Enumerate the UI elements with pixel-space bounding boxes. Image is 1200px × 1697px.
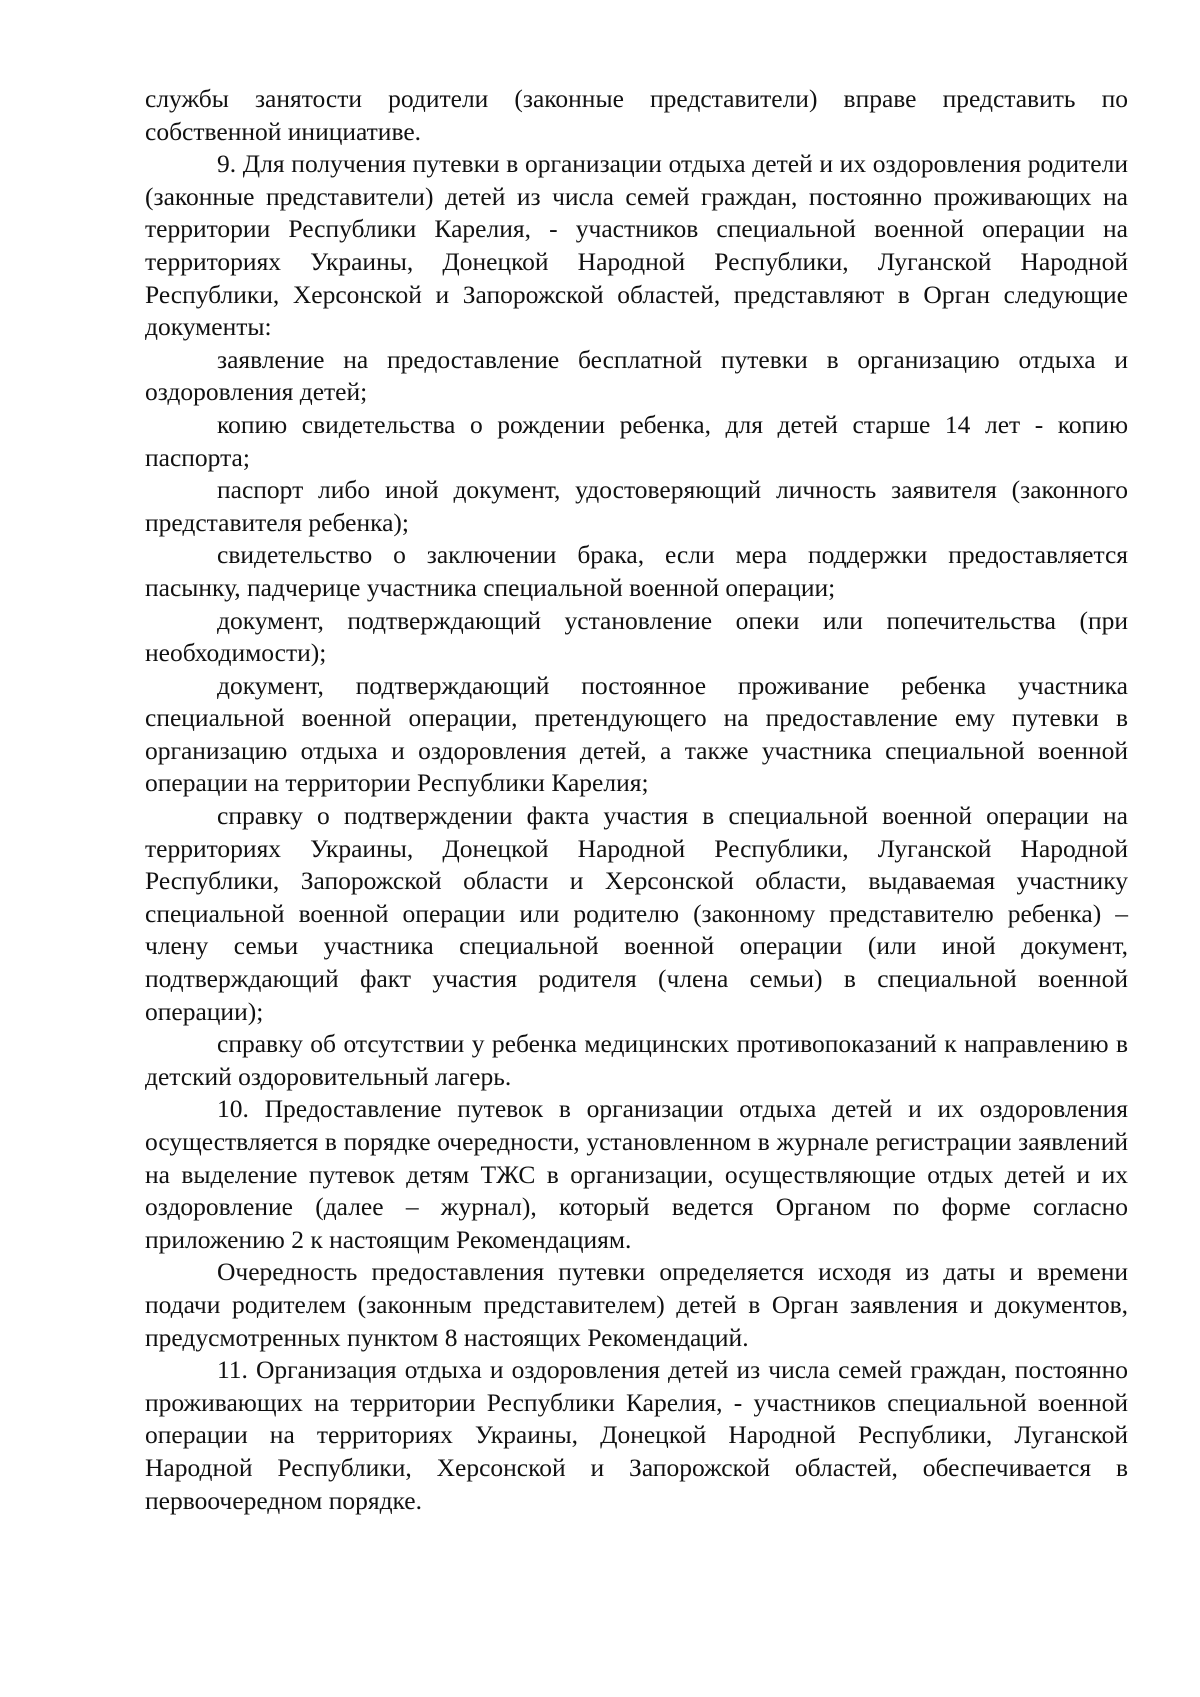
paragraph-doc-guardianship: документ, подтверждающий установление опеки или попечительства (при необходимости); (145, 605, 1128, 668)
paragraph-item-9: 9. Для получения путевки в организации отдыха детей и их оздоровления родители (законные представители) детей из числа семей граждан, постоянно проживающих на территории Республики Карелия, - участников специальной военной операции на территориях Украины, Донецкой Народной Республики, Луганской Народной Республики, Херсонской и Запорожской областей, представляют в Орган следующие документы: (145, 149, 1128, 342)
paragraph-continuation: службы занятости родители (законные представители) вправе представить по собственной инициативе. (145, 84, 1128, 146)
document-page (145, 83, 1128, 1517)
paragraph-doc-medical-certificate: справку об отсутствии у ребенка медицинских противопоказаний к направлению в детский оздоровительный лагерь. (145, 1029, 1128, 1091)
paragraph-item-11: 11. Организация отдыха и оздоровления детей из числа семей граждан, постоянно проживающих на территории Республики Карелия, - участников специальной военной операции на территориях Украины, Донецкой Народной Республики, Луганской Народной Республики, Херсонской и Запорожской областей, обеспечивается в первоочередном порядке. (145, 1355, 1128, 1515)
paragraph-doc-passport: паспорт либо иной документ, удостоверяющий личность заявителя (законного представителя ребенка); (145, 475, 1128, 537)
paragraph-doc-birth-certificate: копию свидетельства о рождении ребенка, для детей старше 14 лет - копию паспорта; (145, 409, 1128, 472)
paragraph-doc-residence: документ, подтверждающий постоянное проживание ребенка участника специальной военной операции, претендующего на предоставление ему путевки в организацию отдыха и оздоровления детей, а также участника специальной военной операции на территории Республики Карелия; (145, 670, 1128, 798)
paragraph-doc-application: заявление на предоставление бесплатной путевки в организацию отдыха и оздоровления детей; (145, 344, 1128, 407)
paragraph-queue-order: Очередность предоставления путевки определяется исходя из даты и времени подачи родителем (законным представителем) детей в Орган заявления и документов, предусмотренных пунктом 8 настоящих Рекомендаций. (145, 1257, 1128, 1352)
paragraph-doc-marriage-certificate: свидетельство о заключении брака, если мера поддержки предоставляется пасынку, падчерице участника специальной военной операции; (145, 540, 1128, 602)
paragraph-item-10: 10. Предоставление путевок в организации отдыха детей и их оздоровления осуществляется в порядке очередности, установленном в журнале регистрации заявлений на выделение путевок детям ТЖС в организации, осуществляющие отдых детей и их оздоровление (далее – журнал), который ведется Органом по форме согласно приложению 2 к настоящим Рекомендациям. (145, 1094, 1128, 1254)
paragraph-doc-participation-certificate: справку о подтверждении факта участия в специальной военной операции на территориях Украины, Донецкой Народной Республики, Луганской Народной Республики, Запорожской области и Херсонской области, выдаваемая участнику специальной военной операции или родителю (законному представителю ребенка) – члену семьи участника специальной военной операции (или иной документ, подтверждающий факт участия родителя (члена семьи) в специальной военной операции); (145, 801, 1128, 1026)
